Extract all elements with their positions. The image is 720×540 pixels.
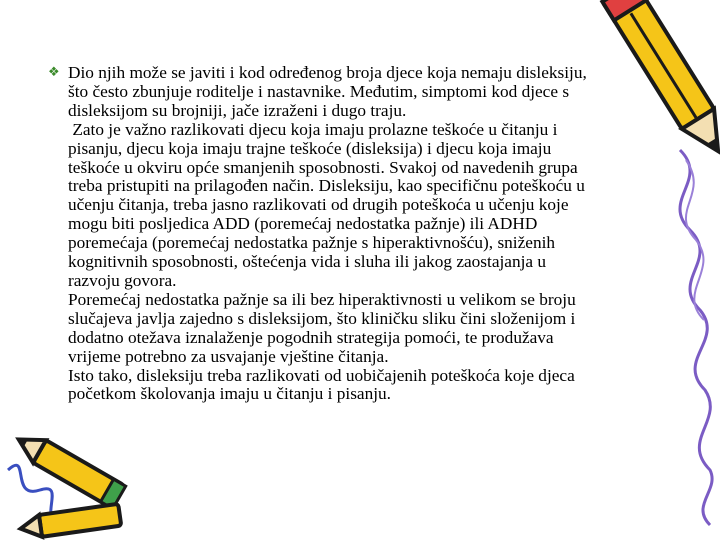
text-line: teškoće u okviru opće smanjenih sposobnosti. Svakoj od navedenih grupa — [68, 157, 578, 177]
paragraph-1 — [68, 64, 587, 121]
text-line: poremećaja (poremećaj nedostatka pažnje s hiperaktivnošću), sniženih — [68, 233, 556, 253]
text-line: kognitivnih sposobnosti, oštećenja vida i sluha ili jakog zaostajanja u — [68, 252, 547, 272]
paragraph-2 — [48, 121, 678, 291]
text-line: Dio njih može se javiti i kod određenog broja djece koja nemaju disleksiju, — [68, 63, 587, 82]
text-line: Zato je važno razlikovati djecu koja imaju prolazne teškoće u čitanju i — [68, 119, 558, 139]
body-text — [48, 64, 678, 404]
text-line: razvoju govora. — [68, 270, 177, 290]
text-line: početkom školovanja imaju u čitanju i pisanju. — [68, 384, 392, 404]
pencil-decoration-left — [0, 430, 150, 540]
checkmark-diamond-bullet-icon: ❖ — [48, 65, 60, 80]
text-line: treba pristupiti na prilagođen način. Disleksiju, kao specifičnu poteškoću u — [68, 176, 585, 196]
text-line: mogu biti posljedica ADD (poremećaj nedostatka pažnje) ili ADHD — [68, 214, 538, 234]
text-line: što često zbunjuje roditelje i nastavnike. Međutim, simptomi kod djece s — [68, 81, 570, 101]
text-line: učenju čitanja, treba jasno razlikovati od drugih poteškoća u učenju koje — [68, 195, 569, 215]
text-line: dodatno otežava iznalaženje pogodnih strategija pomoći, te produžava — [68, 327, 554, 347]
bullet-paragraph — [48, 64, 678, 121]
paragraph-4 — [48, 367, 678, 405]
text-line: Isto tako, disleksiju treba razlikovati od uobičajenih poteškoća koje djeca — [68, 365, 575, 385]
text-line: disleksijom su brojniji, jače izraženi i dugo traju. — [68, 100, 407, 120]
text-line: pisanju, djecu koja imaju trajne teškoće (disleksija) i djecu koja imaju — [68, 138, 552, 158]
text-line: vrijeme potrebno za usvajanje vještine čitanja. — [68, 346, 389, 366]
text-line: Poremećaj nedostatka pažnje sa ili bez hiperaktivnosti u velikom se broju — [68, 289, 576, 309]
scribble-purple-icon — [680, 150, 712, 525]
paragraph-3 — [48, 291, 678, 367]
text-line: slučajeva javlja zajedno s disleksijom, što kliničku sliku čini složenijom i — [68, 308, 576, 328]
